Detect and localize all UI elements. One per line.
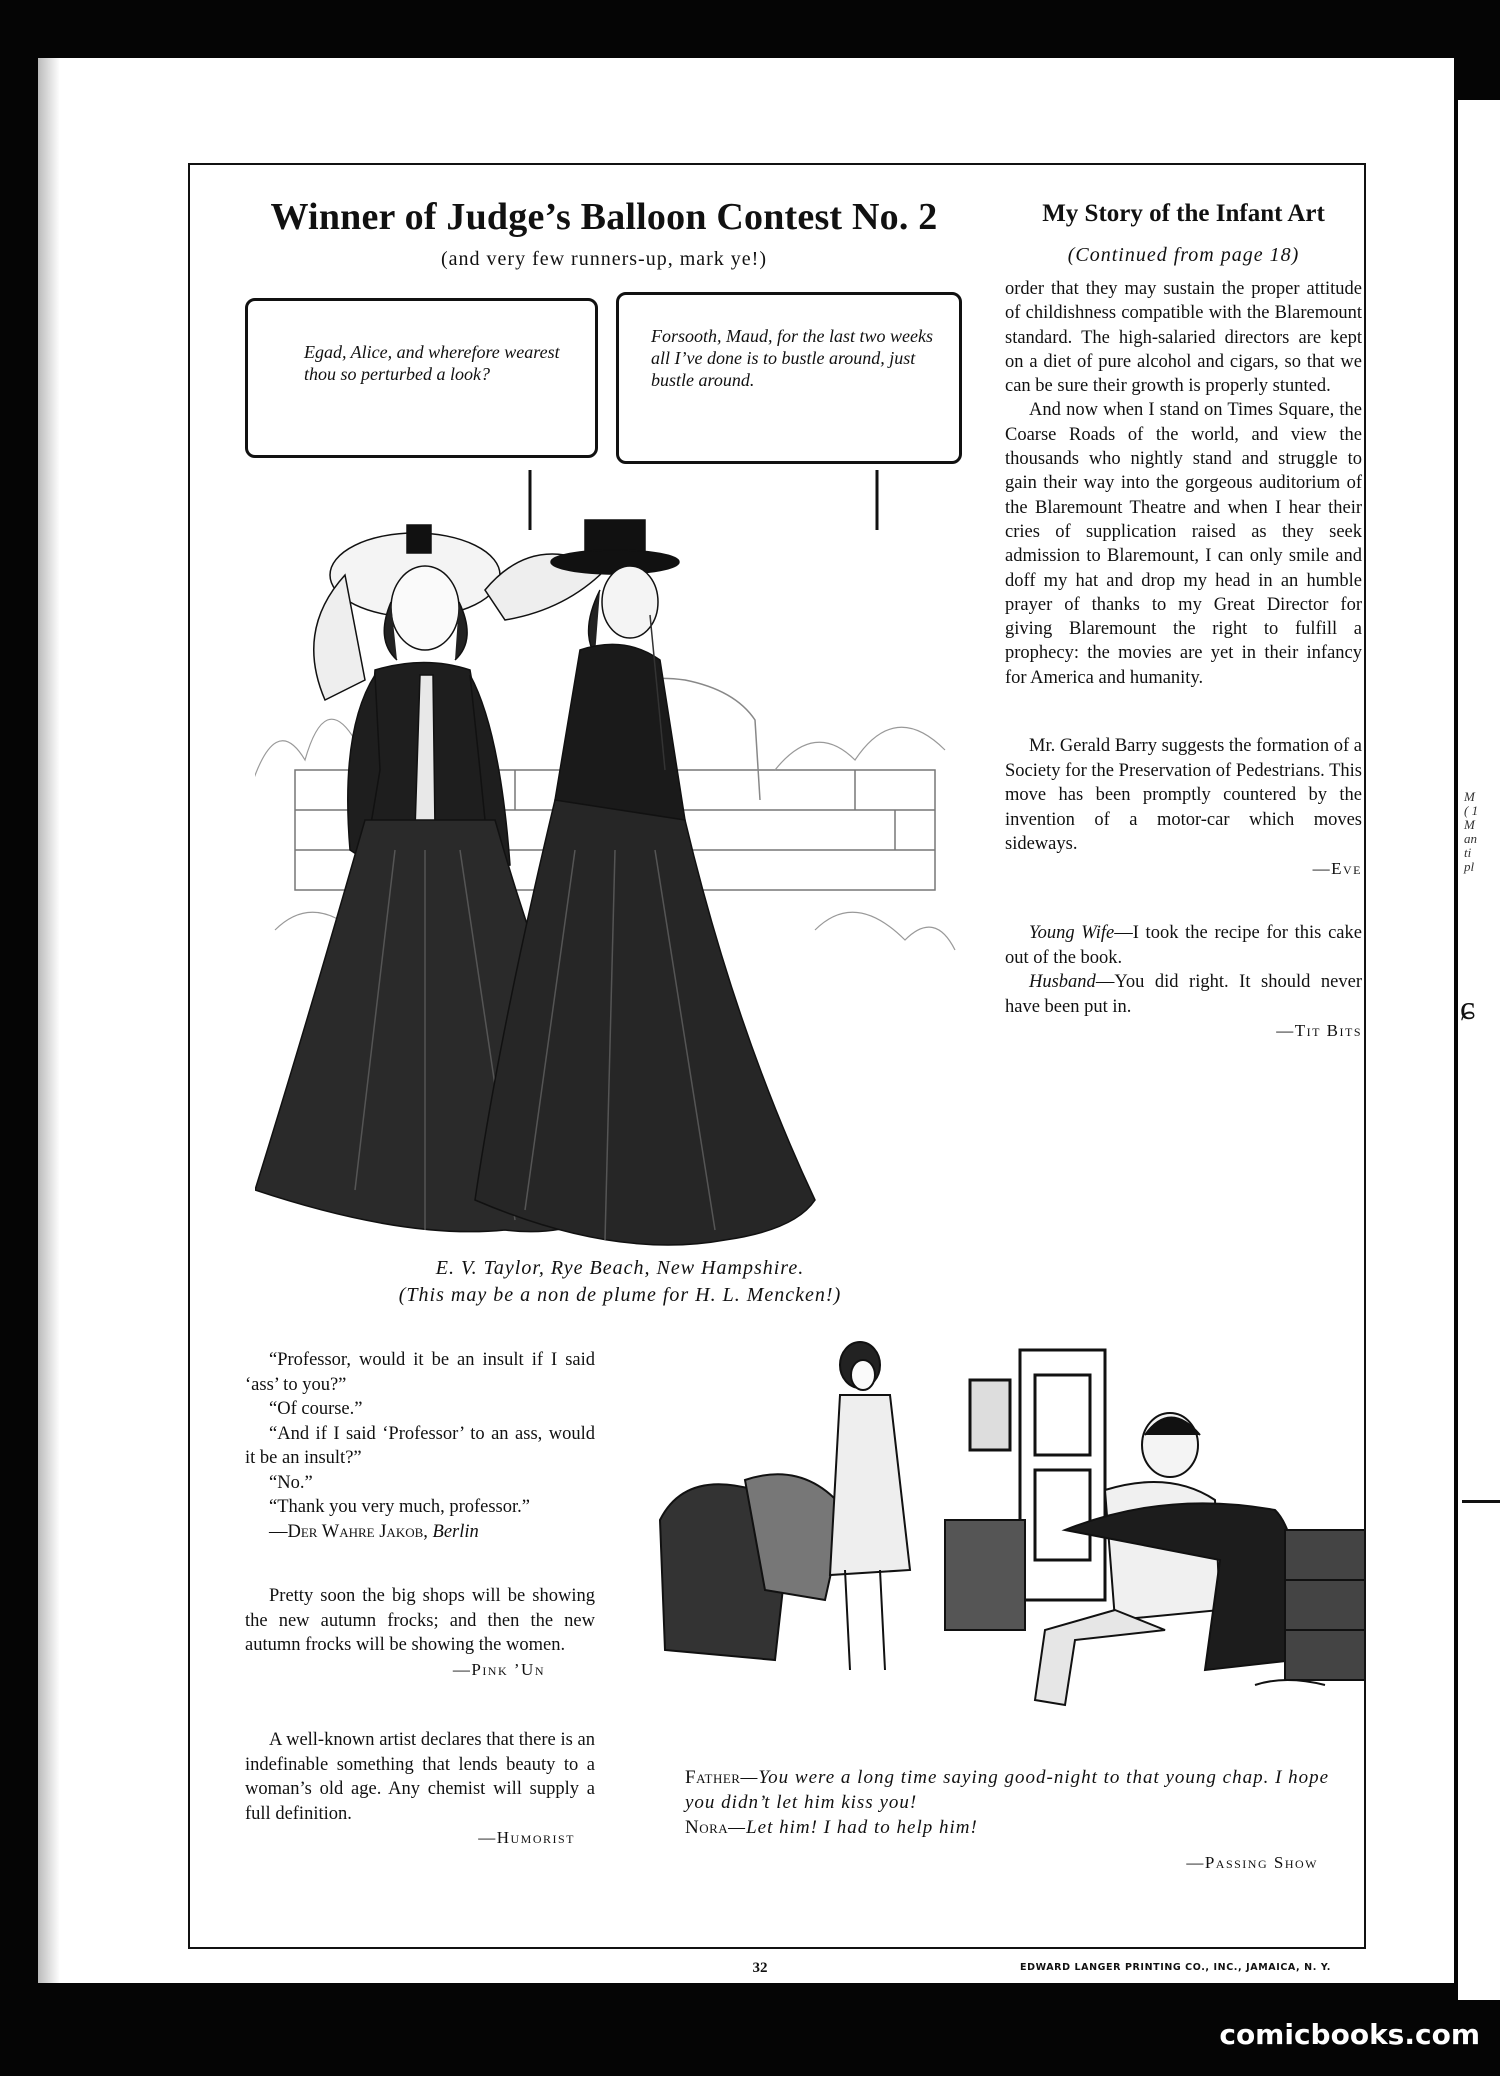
- left-armchair: [660, 1474, 845, 1660]
- infant-art-paragraph-2: And now when I stand on Times Square, the Coarse Roads of the world, and view the thousands who nightly stand and struggle to gain their way into the gorgeous auditorium of the Blaremount Theatre and when I hear their cries of supplication raised as they seek admission to Blaremount, I can only smile and doff my hat and drop my head in an humble prayer of thanks to my Great Director for giving Blaremount the right to fulfill a prophecy: the movies are yet in their infancy for America and humanity.: [1005, 400, 1362, 688]
- artist-joke-text: A well-known artist declares that there is an indefinable something that lends beauty to a woman’s old age. Any chemist will supply a full definition.: [245, 1730, 595, 1824]
- professor-line-3: “And if I said ‘Professor’ to an ass, would it be an insult?”: [245, 1423, 595, 1468]
- father-line: [685, 1765, 1340, 1815]
- adjacent-page-ornament: ɕ: [1460, 990, 1476, 1027]
- printer-credit: EDWARD LANGER PRINTING CO., INC., JAMAICA, N. Y.: [1020, 1962, 1331, 1973]
- professor-line-5: “Thank you very much, professor.”: [269, 1497, 530, 1517]
- father-speech: —You were a long time saying good-night to that young chap. I hope you didn’t let him kiss you!: [685, 1767, 1330, 1813]
- page-edge-shadow: [38, 58, 60, 1983]
- professor-joke: [245, 1348, 595, 1544]
- nora-speaker: Nora: [685, 1817, 729, 1838]
- side-table: [945, 1520, 1025, 1630]
- contest-subtitle: (and very few runners-up, mark ye!): [441, 248, 767, 270]
- lady-right-skirt: [475, 800, 815, 1245]
- nora-speech: —Let him! I had to help him!: [728, 1817, 978, 1838]
- adjacent-page-strip: [1458, 100, 1500, 2000]
- professor-source-city: Berlin: [432, 1521, 479, 1542]
- father-nora-cartoon: [645, 1340, 1375, 1740]
- professor-line-1: “Professor, would it be an insult if I said ‘ass’ to you?”: [245, 1350, 595, 1395]
- contest-title: Winner of Judge’s Balloon Contest No. 2: [270, 196, 938, 238]
- father-nora-source: —Passing Show: [1186, 1853, 1318, 1872]
- young-wife-speech: —I took the recipe for this cake out of the book.: [1005, 923, 1362, 968]
- adjacent-page-rule: [1462, 1500, 1500, 1503]
- caption-winner-line: E. V. Taylor, Rye Beach, New Hampshire.: [435, 1257, 805, 1279]
- caption-mencken-line: (This may be a non de plume for H. L. Mencken!): [398, 1284, 842, 1306]
- young-wife-speaker: Young Wife: [1029, 923, 1115, 944]
- nora-line: [685, 1815, 1340, 1840]
- speech-balloon-left: Egad, Alice, and wherefore wearest thou so perturbed a look?: [245, 298, 598, 458]
- professor-line-2: “Of course.”: [269, 1399, 363, 1419]
- page-number: 32: [752, 1960, 768, 1976]
- speech-balloon-right: Forsooth, Maud, for the last two weeks all I’ve done is to bustle around, just bustle around.: [616, 292, 962, 464]
- nora-figure: [830, 1342, 910, 1670]
- shops-joke-text: Pretty soon the big shops will be showing the new autumn frocks; and then the new autumn frocks will be showing the women.: [245, 1586, 595, 1655]
- infant-art-title: My Story of the Infant Art: [1042, 200, 1325, 227]
- husband-speaker: Husband: [1029, 972, 1096, 993]
- infant-art-continued: (Continued from page 18): [1067, 244, 1300, 266]
- father-speaker: Father: [685, 1767, 741, 1788]
- shops-joke-source: —Pink ’Un: [452, 1659, 545, 1679]
- parlor-door: [1020, 1350, 1105, 1600]
- barry-joke-source: —Eve: [1312, 858, 1362, 878]
- lady-left-face: [391, 566, 459, 650]
- artist-joke-source: —Humorist: [478, 1828, 575, 1847]
- professor-source: —Der Wahre Jakob,: [269, 1521, 428, 1542]
- left-bottom-column: [245, 1348, 595, 1851]
- contest-caption: [300, 1255, 940, 1309]
- infant-art-body: [1005, 277, 1362, 690]
- barry-joke: [1005, 734, 1362, 881]
- professor-source-line: [245, 1520, 595, 1545]
- shops-joke: [245, 1584, 595, 1682]
- husband-line: [1005, 970, 1362, 1019]
- lady-right: [475, 520, 815, 1245]
- adjacent-page-fragment: M ( 1 M an ti pl: [1464, 789, 1479, 874]
- barry-joke-text: Mr. Gerald Barry suggests the formation of a Society for the Preservation of Pedestrians. This move has been promptly countered by the invention of a motor-car which moves sideways.: [1005, 736, 1362, 855]
- artist-joke: [245, 1728, 595, 1851]
- father-nora-caption: [685, 1765, 1340, 1875]
- infant-art-paragraph-1: order that they may sustain the proper attitude of childishness compatible with the Blaremount standard. The high-salaried directors are kept on a diet of pure alcohol and cigars, so that we can be sure their growth is properly stunted.: [1005, 279, 1362, 397]
- two-ladies-illustration: [255, 470, 960, 1255]
- bookcase: [1285, 1530, 1365, 1680]
- portrait-frame: [970, 1380, 1010, 1450]
- young-wife-line-1: [1005, 921, 1362, 970]
- right-column: [1005, 200, 1362, 1044]
- young-wife-joke: [1005, 921, 1362, 1044]
- husband-speech: —You did right. It should never have been put in.: [1005, 972, 1362, 1017]
- young-wife-source: —Tit Bits: [1276, 1021, 1362, 1041]
- professor-line-4: “No.”: [269, 1472, 313, 1493]
- site-watermark: comicbooks.com: [1219, 2018, 1480, 2051]
